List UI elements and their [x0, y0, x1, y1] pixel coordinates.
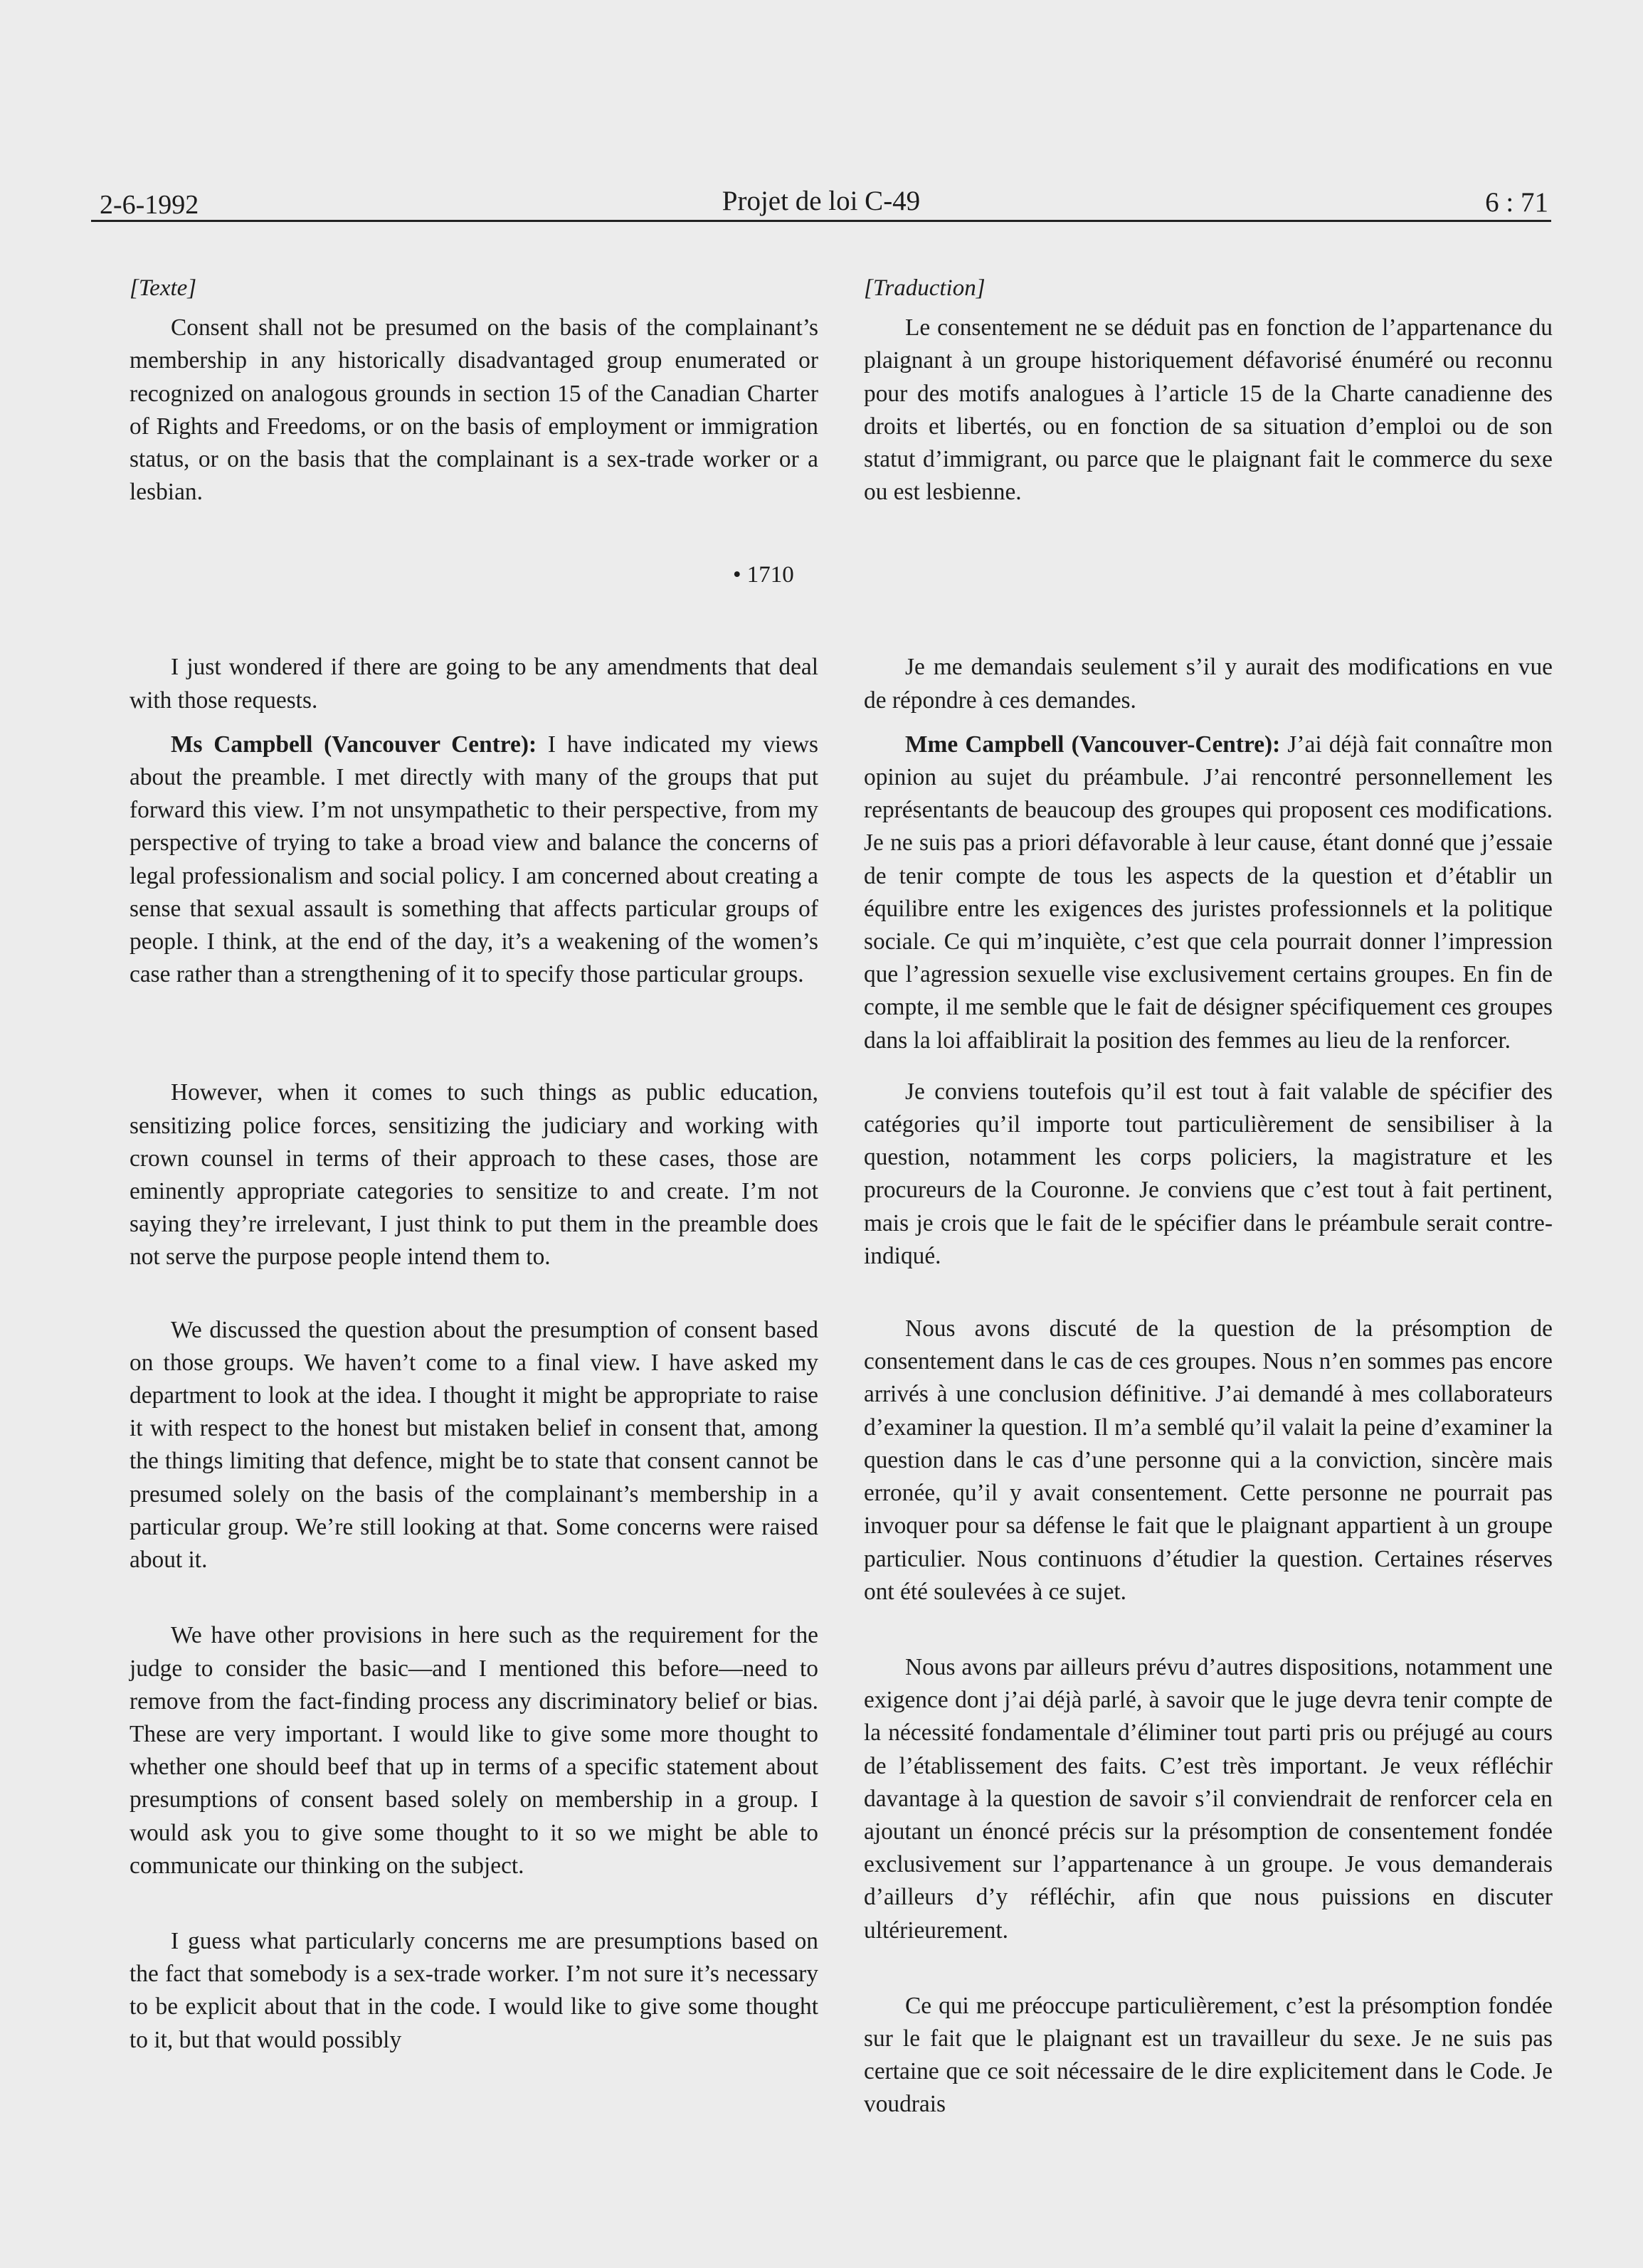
english-column	[130, 260, 818, 2057]
paragraph-2: I just wondered if there are going to be any amendments that deal with those requests.	[130, 654, 818, 714]
header-rule	[91, 220, 1551, 222]
paragraph-3-text: J’ai déjà fait connaître mon opinion au sujet du préambule. J’ai rencontré personnellement les représentants de beaucoup des groupes qui proposent ces modifications. Je ne suis pas a priori défavorable à leur cause, étant donné que j’essaie de tenir compte de tous les aspects de la question et d’établir un équilibre entre les exigences des juristes professionnels et la politique sociale. Ce qui m’inquiète, c’est que cela pourrait donner l’impression que l’agression sexuelle vise exclusivement certains groupes. En fin de compte, il me semble que le fait de désigner spécifiquement ces groupes dans la loi affaiblirait la position des femmes au lieu de la renforcer.	[864, 731, 1553, 1054]
paragraph-4: However, when it comes to such things as public education, sensitizing police forces, sensitizing the judiciary and working with crown counsel in terms of their approach to these cases, those are eminently appropriate categories to sensitize to and create. I’m not saying they’re irrelevant, I just think to put them in the preamble does not serve the purpose people intend them to.	[130, 1079, 818, 1271]
header-date: 2-6-1992	[100, 190, 199, 220]
paragraph-5: We discussed the question about the presumption of consent based on those groups. We haven’t come to a final view. I have asked my department to look at the idea. I thought it might be appropriate to raise it with respect to the honest but mistaken belief in consent that, among the things limiting that defence, might be to state that consent cannot be presumed solely on the basis of the complainant’s membership in a particular group. We’re still looking at that. Some concerns were raised about it.	[130, 1316, 818, 1574]
paragraph-3	[864, 728, 1553, 1057]
paragraph-6: We have other provisions in here such as the requirement for the judge to consider the basic—and I mentioned this before—need to remove from the fact-finding process any discriminatory belief or bias. These are very important. I would like to give some more thought to whether one should beef that up in terms of a specific statement about presumptions of consent based solely on membership in a group. I would ask you to give some thought to it so we might be able to communicate our thinking on the subject.	[130, 1622, 818, 1879]
paragraph-4: Je conviens toutefois qu’il est tout à fait valable de spécifier des catégories qu’il importe tout particulièrement de sensibiliser à la question, notamment les corps policiers, la magistrature et les procureurs de la Couronne. Je conviens que c’est tout à fait pertinent, mais je crois que le fait de le spécifier dans le préambule serait contre-indiqué.	[864, 1078, 1553, 1269]
paragraph-1: Consent shall not be presumed on the basis of the complainant’s membership in any historically disadvantaged group enumerated or recognized on analogous grounds in section 15 of the Canadian Charter of Rights and Freedoms, or on the basis of employment or immigration status, or on the basis that the complainant is a sex-trade worker or a lesbian.	[130, 314, 818, 506]
language-tag-french: [Traduction]	[864, 275, 986, 301]
time-marker: • 1710	[733, 562, 794, 588]
paragraph-3-text: I have indicated my views about the preamble. I met directly with many of the groups that put forward this view. I’m not unsympathetic to their perspective, from my perspective of trying to take a broad view and balance the concerns of legal professionalism and social policy. I am concerned about creating a sense that sexual assault is something that affects particular groups of people. I think, at the end of the day, it’s a weakening of the women’s case rather than a strengthening of it to specify those particular groups.	[130, 731, 818, 988]
language-tag-english: [Texte]	[130, 275, 197, 301]
paragraph-2: Je me demandais seulement s’il y aurait des modifications en vue de répondre à ces demandes.	[864, 654, 1553, 714]
speaker-name: Ms Campbell (Vancouver Centre):	[171, 731, 537, 758]
page-header	[91, 176, 1551, 219]
paragraph-6: Nous avons par ailleurs prévu d’autres dispositions, notamment une exigence dont j’ai déjà parlé, à savoir que le juge devra tenir compte de la nécessité fondamentale d’éliminer tout parti pris ou préjugé au cours de l’établissement des faits. C’est très important. Je veux réfléchir davantage à la question de savoir s’il conviendrait de renforcer cela en ajoutant un énoncé précis sur la présomption de consentement fondée exclusivement sur l’appartenance à un groupe. Je vous demanderais d’ailleurs d’y réfléchir, afin que nous puissions en discuter ultérieurement.	[864, 1653, 1553, 1944]
paragraph-7: Ce qui me préoccupe particulièrement, c’est la présomption fondée sur le fait que le plaignant est un travailleur du sexe. Je ne suis pas certaine que ce soit nécessaire de le dire explicitement dans le Code. Je voudrais	[864, 1992, 1553, 2118]
paragraph-3	[130, 728, 818, 992]
header-title: Projet de loi C-49	[722, 186, 921, 216]
paragraph-7: I guess what particularly concerns me are presumptions based on the fact that somebody is a sex-trade worker. I’m not sure it’s necessary to be explicit about that in the code. I would like to give some thought to it, but that would possibly	[130, 1927, 818, 2053]
paragraph-1: Le consentement ne se déduit pas en fonction de l’appartenance du plaignant à un groupe historiquement défavorisé énuméré ou reconnu pour des motifs analogues à l’article 15 de la Charte canadienne des droits et libertés, ou en fonction de sa situation d’emploi ou de son statut d’immigrant, ou parce que le plaignant fait le commerce du sexe ou est lesbienne.	[864, 314, 1553, 506]
paragraph-5: Nous avons discuté de la question de la présomption de consentement dans le cas de ces groupes. Nous n’en sommes pas encore arrivés à une conclusion définitive. J’ai demandé à mes collaborateurs d’examiner la question. Il m’a semblé qu’il valait la peine d’examiner la question dans le cas d’une personne qui a la conviction, sincère mais erronée, qu’il y avait consentement. Cette personne ne pourrait pas invoquer pour sa défense le fait que le plaignant appartient à un groupe particulier. Nous continuons d’étudier la question. Certaines réserves ont été soulevées à ce sujet.	[864, 1315, 1553, 1605]
speaker-name: Mme Campbell (Vancouver-Centre):	[905, 731, 1281, 758]
header-page-number: 6 : 71	[1485, 187, 1548, 218]
french-column	[864, 260, 1553, 2121]
